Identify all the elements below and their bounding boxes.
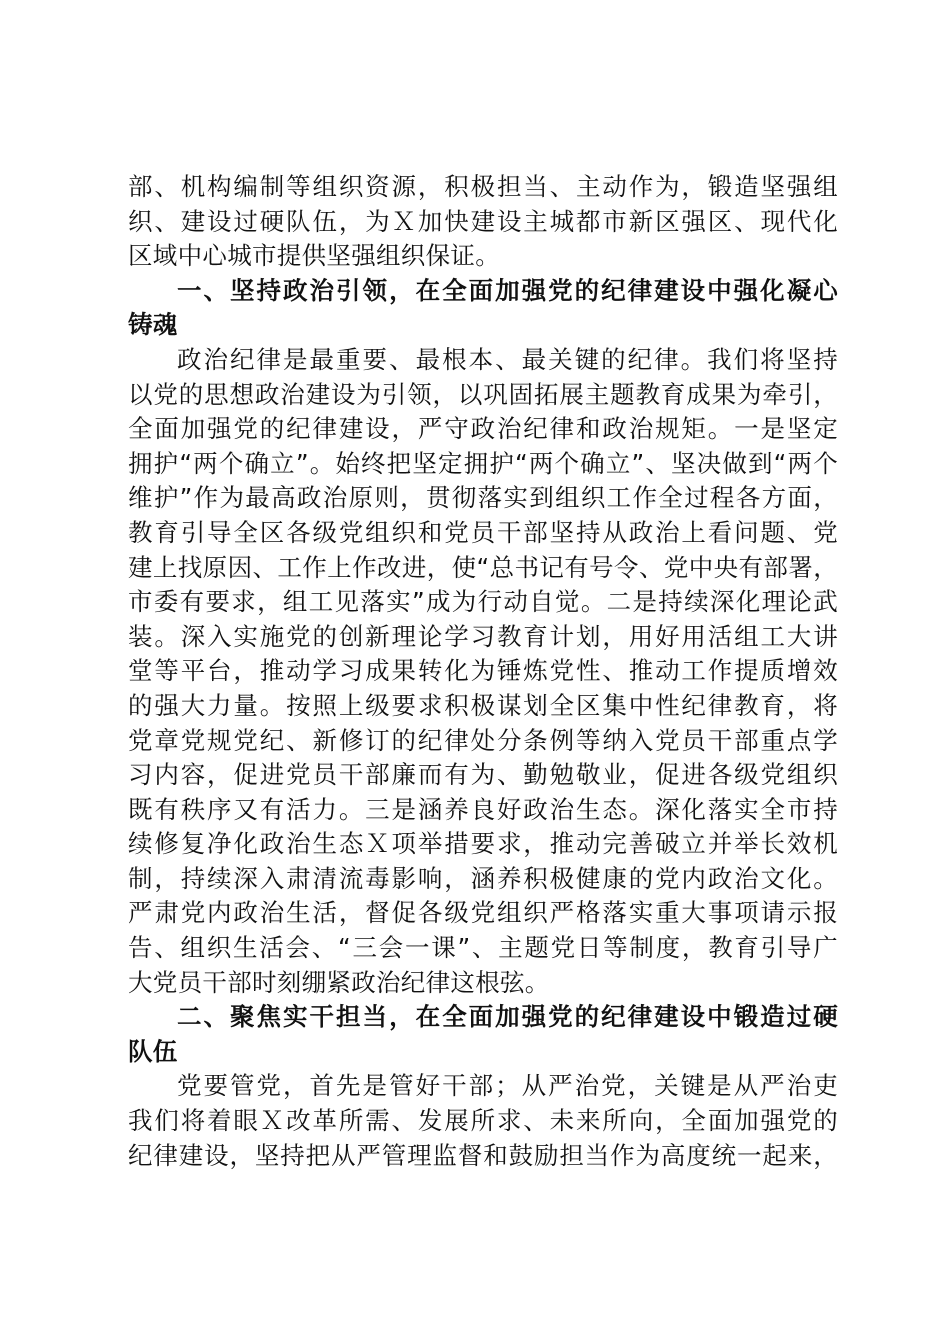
body-line: 政治纪律是最重要、最根本、最关键的纪律。我们将坚持 xyxy=(177,344,838,374)
body-line: 市委有要求，组工见落实”成为行动自觉。二是持续深化理论武 xyxy=(128,587,838,617)
body-line: 严肃党内政治生活，督促各级党组织严格落实重大事项请示报 xyxy=(128,898,838,928)
body-line: 制，持续深入肃清流毒影响，涵养积极健康的党内政治文化。 xyxy=(128,863,838,893)
body-line: 全面加强党的纪律建设，严守政治纪律和政治规矩。一是坚定 xyxy=(128,414,838,444)
body-line: 以党的思想政治建设为引领，以巩固拓展主题教育成果为牵引， xyxy=(128,379,838,409)
body-line: 的强大力量。按照上级要求积极谋划全区集中性纪律教育，将 xyxy=(128,690,838,720)
body-line: 装。深入实施党的创新理论学习教育计划，用好用活组工大讲 xyxy=(128,621,838,651)
section-heading-1-continued: 铸魂 xyxy=(128,310,178,340)
body-line: 党要管党，首先是管好干部；从严治党，关键是从严治吏 xyxy=(177,1071,838,1101)
body-line: 告、组织生活会、“三会一课”、主题党日等制度，教育引导广 xyxy=(128,933,838,963)
body-line: 大党员干部时刻绷紧政治纪律这根弦。 xyxy=(128,967,550,997)
section-heading-2-continued: 队伍 xyxy=(128,1036,178,1066)
body-line: 织、建设过硬队伍，为Ｘ加快建设主城都市新区强区、现代化 xyxy=(128,206,838,236)
body-line: 建上找原因、工作上作改进，使“总书记有号令、党中央有部署， xyxy=(128,552,838,582)
body-line: 拥护“两个确立”。始终把坚定拥护“两个确立”、坚决做到“两个 xyxy=(128,448,838,478)
body-line: 堂等平台，推动学习成果转化为锤炼党性、推动工作提质增效 xyxy=(128,656,838,686)
body-line: 党章党规党纪、新修订的纪律处分条例等纳入党员干部重点学 xyxy=(128,725,838,755)
body-line: 我们将着眼Ｘ改革所需、发展所求、未来所向，全面加强党的 xyxy=(128,1106,838,1136)
body-line: 纪律建设，坚持把从严管理监督和鼓励担当作为高度统一起来， xyxy=(128,1140,838,1170)
body-line: 教育引导全区各级党组织和党员干部坚持从政治上看问题、党 xyxy=(128,517,838,547)
body-line: 习内容，促进党员干部廉而有为、勤勉敬业，促进各级党组织 xyxy=(128,760,838,790)
section-heading-1: 一、坚持政治引领，在全面加强党的纪律建设中强化凝心 xyxy=(177,275,838,305)
body-line: 部、机构编制等组织资源，积极担当、主动作为，锻造坚强组 xyxy=(128,172,838,201)
body-line: 区域中心城市提供坚强组织保证。 xyxy=(128,241,500,271)
document-body xyxy=(128,170,838,1173)
body-line: 续修复净化政治生态Ｘ项举措要求，推动完善破立并举长效机 xyxy=(128,829,838,859)
section-heading-2: 二、聚焦实干担当，在全面加强党的纪律建设中锻造过硬 xyxy=(177,1002,838,1032)
body-line: 维护”作为最高政治原则，贯彻落实到组织工作全过程各方面， xyxy=(128,483,838,513)
body-line: 既有秩序又有活力。三是涵养良好政治生态。深化落实全市持 xyxy=(128,794,838,824)
